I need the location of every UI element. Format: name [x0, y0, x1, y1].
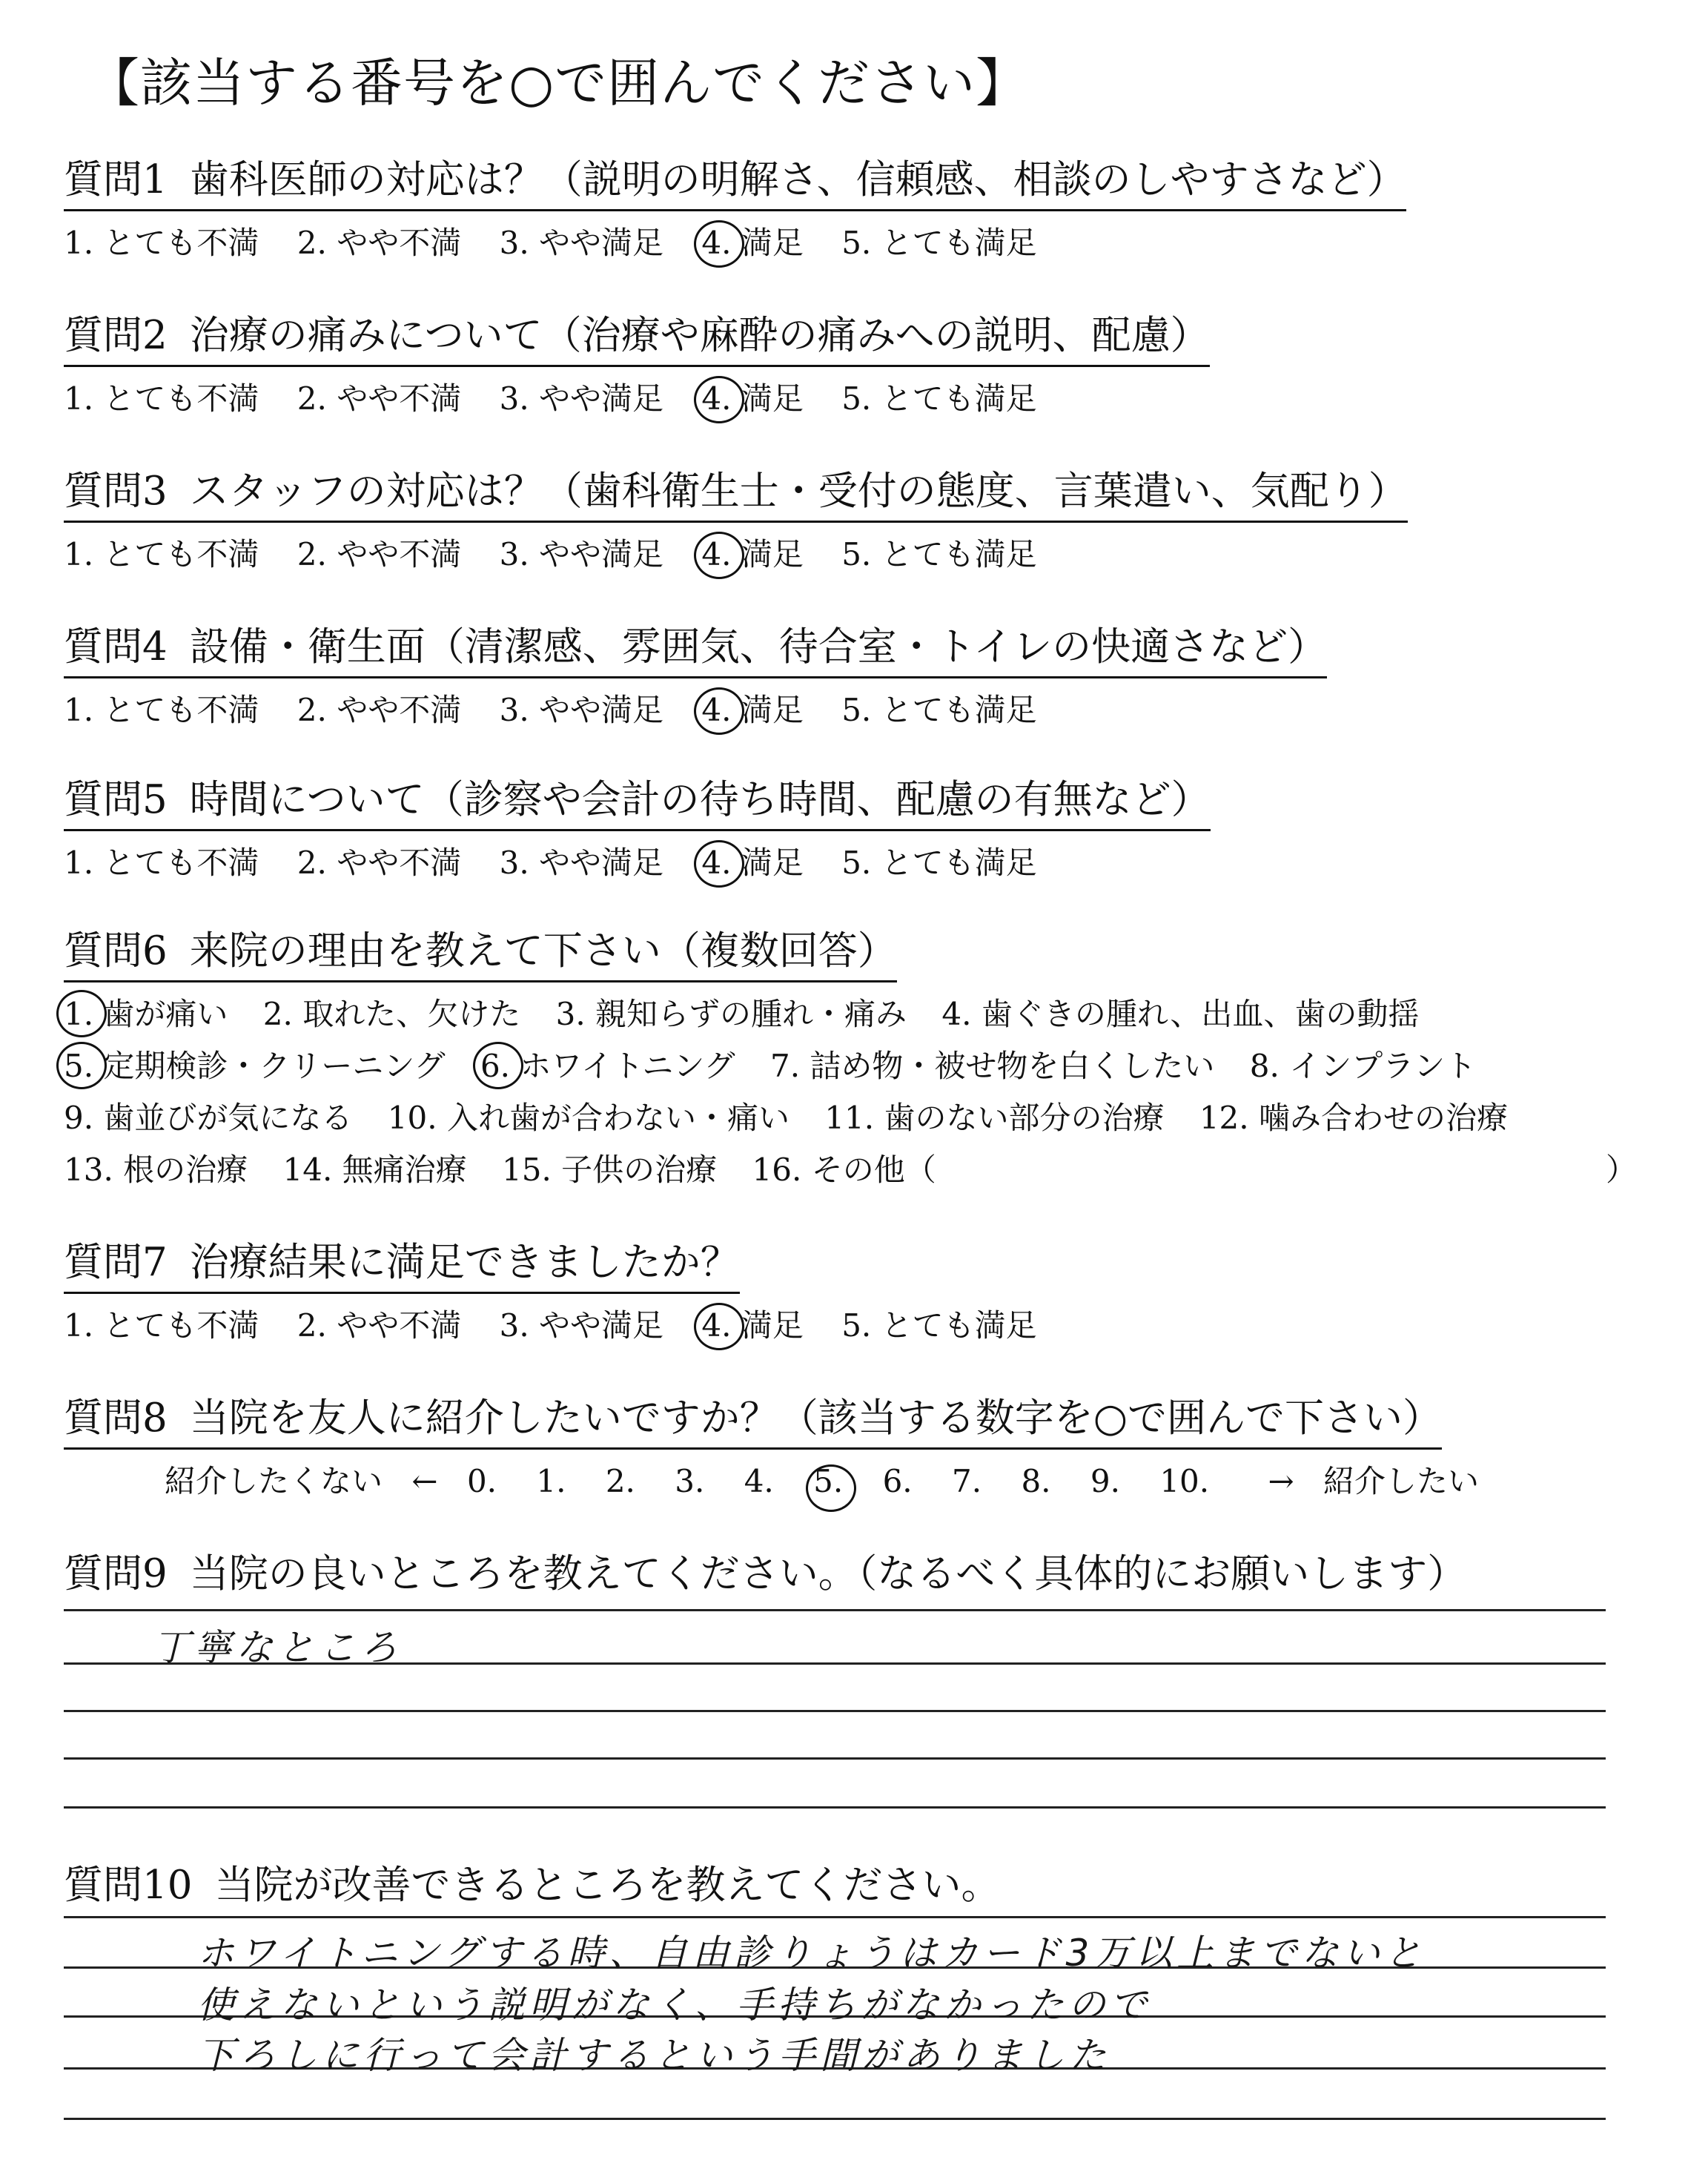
- option-1[interactable]: 1. とても不満: [64, 1307, 259, 1344]
- reason-11[interactable]: 11. 歯のない部分の治療: [824, 1100, 1165, 1136]
- question-number: 質問2: [64, 313, 168, 358]
- question-8: [64, 1387, 1479, 1502]
- question-number: 質問5: [64, 777, 168, 822]
- other-close-paren: ）: [1606, 1152, 1638, 1188]
- scale-10[interactable]: 10.: [1159, 1463, 1210, 1499]
- question-3: [64, 460, 1408, 575]
- question-1: [64, 148, 1406, 263]
- question-4: [64, 615, 1327, 730]
- question-10: [64, 1854, 1000, 1910]
- question-number: 質問6: [64, 928, 168, 974]
- handwritten-answer-line-1: ホワイトニングする時、自由診りょうはカード3万以上までないと: [197, 1932, 1426, 1975]
- question-2: [64, 304, 1210, 419]
- question-number: 質問9: [64, 1551, 168, 1596]
- reason-5-circled[interactable]: 5. 定期検診・クリーニング: [64, 1040, 446, 1092]
- question-number: 質問4: [64, 624, 168, 670]
- handwritten-answer: 丁寧なところ: [153, 1626, 402, 1669]
- scale-3[interactable]: 3.: [675, 1463, 705, 1499]
- reason-9[interactable]: 9. 歯並びが気になる: [64, 1100, 353, 1136]
- question-6: [64, 919, 1638, 1196]
- answer-line: [64, 1916, 1606, 1918]
- rating-options: [64, 219, 1406, 263]
- option-3[interactable]: 3. やや満足: [499, 536, 664, 572]
- rating-options: [64, 530, 1408, 575]
- option-3[interactable]: 3. やや満足: [499, 845, 664, 881]
- question-text: 治療の痛みについて（治療や麻酔の痛みへの説明、配慮）: [189, 313, 1210, 358]
- answer-line: [64, 1710, 1606, 1712]
- reason-3[interactable]: 3. 親知らずの腫れ・痛み: [555, 996, 907, 1032]
- scale-5-circled[interactable]: 5.: [813, 1463, 844, 1499]
- question-text: 歯科医師の対応は？（説明の明解さ、信頼感、相談のしやすさなど）: [189, 157, 1406, 202]
- scale-7[interactable]: 7.: [952, 1463, 982, 1499]
- handwritten-answer-line-3: 下ろしに行って会計するという手間がありました: [197, 2034, 1110, 2077]
- reason-row: [64, 1144, 1638, 1196]
- handwritten-answer-line-2: 使えないという説明がなく、手持ちがなかったので: [197, 1984, 1151, 2027]
- scale-6[interactable]: 6.: [882, 1463, 913, 1499]
- rating-options: [64, 839, 1211, 883]
- option-3[interactable]: 3. やや満足: [499, 225, 664, 261]
- option-5[interactable]: 5. とても満足: [841, 380, 1037, 417]
- answer-line: [64, 1757, 1606, 1760]
- option-1[interactable]: 1. とても不満: [64, 692, 259, 728]
- option-4-circled[interactable]: 4. 満足: [701, 530, 803, 575]
- option-2[interactable]: 2. やや不満: [297, 692, 462, 728]
- option-2[interactable]: 2. やや不満: [297, 536, 462, 572]
- option-1[interactable]: 1. とても不満: [64, 845, 259, 881]
- option-1[interactable]: 1. とても不満: [64, 380, 259, 417]
- scale-1[interactable]: 1.: [536, 1463, 566, 1499]
- left-arrow-icon: ←: [411, 1463, 438, 1499]
- recommend-scale: [165, 1457, 1479, 1502]
- question-text: スタッフの対応は？（歯科衛生士・受付の態度、言葉遣い、気配り）: [189, 469, 1408, 514]
- option-3[interactable]: 3. やや満足: [499, 692, 664, 728]
- reason-13[interactable]: 13. 根の治療: [64, 1152, 248, 1188]
- question-number: 質問3: [64, 469, 168, 514]
- question-number: 質問1: [64, 157, 168, 202]
- scale-right-label: 紹介したい: [1323, 1463, 1480, 1499]
- rating-options: [64, 374, 1210, 419]
- option-2[interactable]: 2. やや不満: [297, 380, 462, 417]
- option-5[interactable]: 5. とても満足: [841, 1307, 1037, 1344]
- option-4-circled[interactable]: 4. 満足: [701, 374, 803, 419]
- option-1[interactable]: 1. とても不満: [64, 536, 259, 572]
- option-5[interactable]: 5. とても満足: [841, 536, 1037, 572]
- option-2[interactable]: 2. やや不満: [297, 1307, 462, 1344]
- reason-row: [64, 1040, 1533, 1092]
- reason-15[interactable]: 15. 子供の治療: [502, 1152, 718, 1188]
- scale-0[interactable]: 0.: [466, 1463, 497, 1499]
- answer-line: [64, 2118, 1606, 2120]
- reason-10[interactable]: 10. 入れ歯が合わない・痛い: [387, 1100, 790, 1136]
- option-4-circled[interactable]: 4. 満足: [701, 1301, 803, 1346]
- option-2[interactable]: 2. やや不満: [297, 225, 462, 261]
- reason-1-circled[interactable]: 1. 歯が痛い: [64, 988, 228, 1040]
- reason-row: [64, 1092, 1533, 1144]
- reason-14[interactable]: 14. 無痛治療: [282, 1152, 467, 1188]
- answer-line: [64, 1609, 1606, 1611]
- reason-4[interactable]: 4. 歯ぐきの腫れ、出血、歯の動揺: [941, 996, 1420, 1032]
- question-text: 設備・衛生面（清潔感、雰囲気、待合室・トイレの快適さなど）: [189, 624, 1328, 670]
- reason-16-other[interactable]: 16. その他（: [752, 1152, 936, 1188]
- reason-8[interactable]: 8. インプラント: [1249, 1048, 1477, 1084]
- question-text: 当院が改善できるところを教えてください。: [214, 1863, 1001, 1908]
- reason-row: [64, 988, 1533, 1040]
- question-text: 来院の理由を教えて下さい（複数回答）: [189, 928, 897, 974]
- question-text: 当院を友人に紹介したいですか？（該当する数字を○で囲んで下さい）: [189, 1396, 1442, 1441]
- question-7: [64, 1231, 1065, 1346]
- question-text: 治療結果に満足できましたか？: [189, 1240, 740, 1285]
- option-5[interactable]: 5. とても満足: [841, 692, 1037, 728]
- question-number: 質問8: [64, 1396, 168, 1441]
- option-2[interactable]: 2. やや不満: [297, 845, 462, 881]
- option-4-circled[interactable]: 4. 満足: [701, 839, 803, 883]
- right-arrow-icon: →: [1268, 1463, 1294, 1499]
- option-3[interactable]: 3. やや満足: [499, 1307, 664, 1344]
- question-text: 時間について（診察や会計の待ち時間、配慮の有無など）: [189, 777, 1211, 822]
- question-number: 質問7: [64, 1240, 168, 1285]
- reason-6-circled[interactable]: 6. ホワイトニング: [480, 1040, 735, 1092]
- scale-2[interactable]: 2.: [605, 1463, 635, 1499]
- question-9: [64, 1542, 1466, 1599]
- question-5: [64, 768, 1211, 883]
- page-title: 【該当する番号を○で囲んでください】: [87, 53, 1029, 113]
- scale-left-label: 紹介したくない: [165, 1463, 383, 1499]
- answer-line: [64, 1806, 1606, 1809]
- option-4-circled[interactable]: 4. 満足: [701, 686, 803, 730]
- reason-2[interactable]: 2. 取れた、欠けた: [262, 996, 521, 1032]
- option-3[interactable]: 3. やや満足: [499, 380, 664, 417]
- reason-options: [64, 988, 1638, 1196]
- rating-options: [64, 1301, 1065, 1346]
- question-number: 質問10: [64, 1863, 193, 1908]
- option-5[interactable]: 5. とても満足: [841, 225, 1037, 261]
- reason-7[interactable]: 7. 詰め物・被せ物を白くしたい: [769, 1048, 1215, 1084]
- question-text: 当院の良いところを教えてください。（なるべく具体的にお願いします）: [189, 1551, 1467, 1596]
- reason-12[interactable]: 12. 噛み合わせの治療: [1199, 1100, 1508, 1136]
- scale-9[interactable]: 9.: [1090, 1463, 1120, 1499]
- scale-8[interactable]: 8.: [1021, 1463, 1051, 1499]
- option-1[interactable]: 1. とても不満: [64, 225, 259, 261]
- option-5[interactable]: 5. とても満足: [841, 845, 1037, 881]
- option-4-circled[interactable]: 4. 満足: [701, 219, 803, 263]
- scale-4[interactable]: 4.: [744, 1463, 774, 1499]
- rating-options: [64, 686, 1327, 730]
